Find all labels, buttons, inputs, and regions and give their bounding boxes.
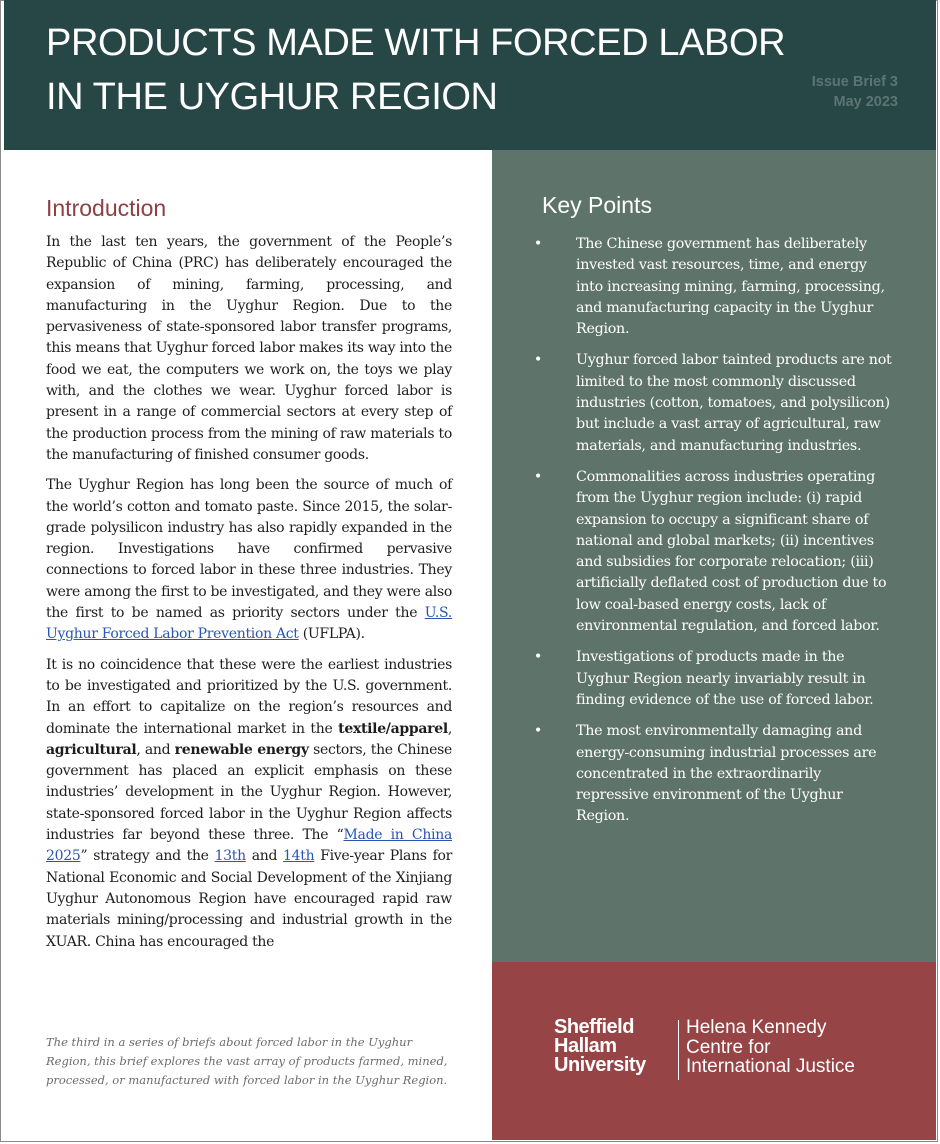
bullet-icon: •: [533, 352, 542, 369]
key-point-text: The most environmentally damaging and energy-consuming industrial processes are concentrated in the extraordinarily repressive environment of the Uyghur Region.: [576, 723, 877, 825]
header-banner: [4, 0, 936, 150]
bullet-icon: •: [533, 723, 542, 740]
intro-p3-text-d: sectors, the Chinese government has placed an explicit emphasis on these industries’ development in the Uyghur Region. However, state-sponsored forced labor in the Uyghur Region affects industries far beyond these three. The “: [46, 741, 452, 844]
issue-number: Issue Brief 3: [811, 74, 898, 90]
intro-p3-text-c: , and: [136, 741, 175, 758]
issue-date: May 2023: [833, 94, 898, 110]
logo-shu-line-3: University: [554, 1054, 646, 1076]
title-line-2: IN THE UYGHUR REGION: [46, 76, 498, 118]
sector-renewable-energy: renewable energy: [174, 741, 309, 758]
title-line-1: PRODUCTS MADE WITH FORCED LABOR: [46, 22, 786, 64]
key-point-item: [522, 350, 896, 456]
key-points-heading: Key Points: [542, 192, 652, 218]
intro-paragraph-3: [46, 655, 452, 953]
bullet-icon: •: [533, 236, 542, 252]
key-point-text: Commonalities across industries operating from the Uyghur region include: (i) rapid expansion to occupy a significant share of national and global markets; (ii) incentives and subsidies for corporate relocation; (iii) artificially deflated cost of production due to low coal-based energy costs, lack of environmental regulation, and forced labor.: [576, 468, 887, 635]
key-point-text: Investigations of products made in the Uyghur Region nearly invariably result in finding evidence of the use of forced labor.: [576, 649, 874, 708]
intro-p3-text-g: Five-year Plans for National Economic and Social Development of the Xinjiang Uyghur Autonomous Region have encouraged rapid raw materials mining/processing and industrial growth in the XUAR. China has encouraged the: [46, 848, 452, 950]
made-in-china-2025-link[interactable]: Made in China 2025: [46, 827, 452, 865]
logo-hk-line-1: Helena Kennedy: [686, 1017, 827, 1038]
introduction-section: [46, 190, 452, 962]
page-title: [46, 16, 806, 124]
intro-p3-text-b: ,: [447, 720, 452, 737]
intro-paragraph-1: In the last ten years, the government of the People’s Republic of China (PRC) has deliberately encouraged the expansion of mining, farming, processing, and manufacturing in the Uyghur Region. Due to the pervasiveness of state-sponsored labor transfer programs, this means that Uyghur forced labor makes its way into the food we eat, the computers we work on, the toys we play with, and the clothes we wear. Uyghur forced labor is present in a range of commercial sectors at every step of the production process from the mining of raw materials to the manufacturing of finished consumer goods.: [46, 234, 452, 463]
logo-hk-line-2: Centre for: [686, 1036, 771, 1058]
logo-hk-line-3: International Justice: [686, 1056, 855, 1077]
bullet-icon: •: [533, 649, 542, 666]
intro-p3-text-e: ” strategy and the: [80, 848, 215, 865]
key-point-text: The Chinese government has deliberately invested vast resources, time, and energy into increasing mining, farming, processing, and manufacturing capacity in the Uyghur Region.: [576, 236, 885, 338]
sector-agricultural: agricultural: [46, 741, 137, 758]
logo-divider: [678, 1020, 679, 1080]
key-point-item: [522, 721, 896, 827]
logo-shu-line-1: Sheffield: [554, 1016, 634, 1038]
intro-paragraph-2: [46, 475, 452, 645]
key-point-item: [522, 467, 896, 637]
brief-footnote: The third in a series of briefs about forced labor in the Uyghur Region, this brief explores the vast array of products farmed, mined, processed, or manufactured with forced labor in the Uyghur Region.: [46, 1034, 448, 1087]
intro-p2-text: The Uyghur Region has long been the source of much of the world’s cotton and tomato paste. Since 2015, the solar-grade polysilicon industry has also rapidly expanded in the region. Investigations have confirmed pervasive connections to forced labor in these three industries. They were among the first to be investigated, and they were also the first to be named as priority sectors under the: [46, 477, 452, 622]
helena-kennedy-centre-logo: [686, 1018, 855, 1077]
14th-plan-link[interactable]: 14th: [283, 848, 315, 865]
sector-textile: textile/apparel: [338, 720, 448, 737]
key-points-panel: [492, 150, 936, 962]
intro-p3-text-f: and: [245, 848, 284, 865]
issue-info: [812, 72, 898, 112]
sheffield-hallam-logo: [554, 1018, 646, 1075]
13th-plan-link[interactable]: 13th: [214, 848, 246, 865]
key-points-list: [522, 234, 896, 838]
bullet-icon: •: [533, 468, 542, 485]
key-point-item: [522, 647, 896, 711]
intro-p3-text-a: It is no coincidence that these were the earliest industries to be investigated and prioritized by the U.S. government. In an effort to capitalize on the region’s resources and dominate the international market in the: [46, 656, 452, 737]
intro-p2-tail: (UFLPA).: [298, 626, 365, 643]
logo-panel: [492, 962, 936, 1140]
introduction-heading: Introduction: [46, 195, 167, 221]
uflpa-link[interactable]: U.S. Uyghur Forced Labor Prevention Act: [46, 605, 452, 643]
key-point-item: [522, 234, 896, 340]
logo-shu-line-2: Hallam: [554, 1035, 617, 1057]
key-point-text: Uyghur forced labor tainted products are not limited to the most commonly discussed industries (cotton, tomatoes, and polysilicon) but include a vast array of agricultural, raw materials, and manufacturing industries.: [576, 352, 892, 454]
